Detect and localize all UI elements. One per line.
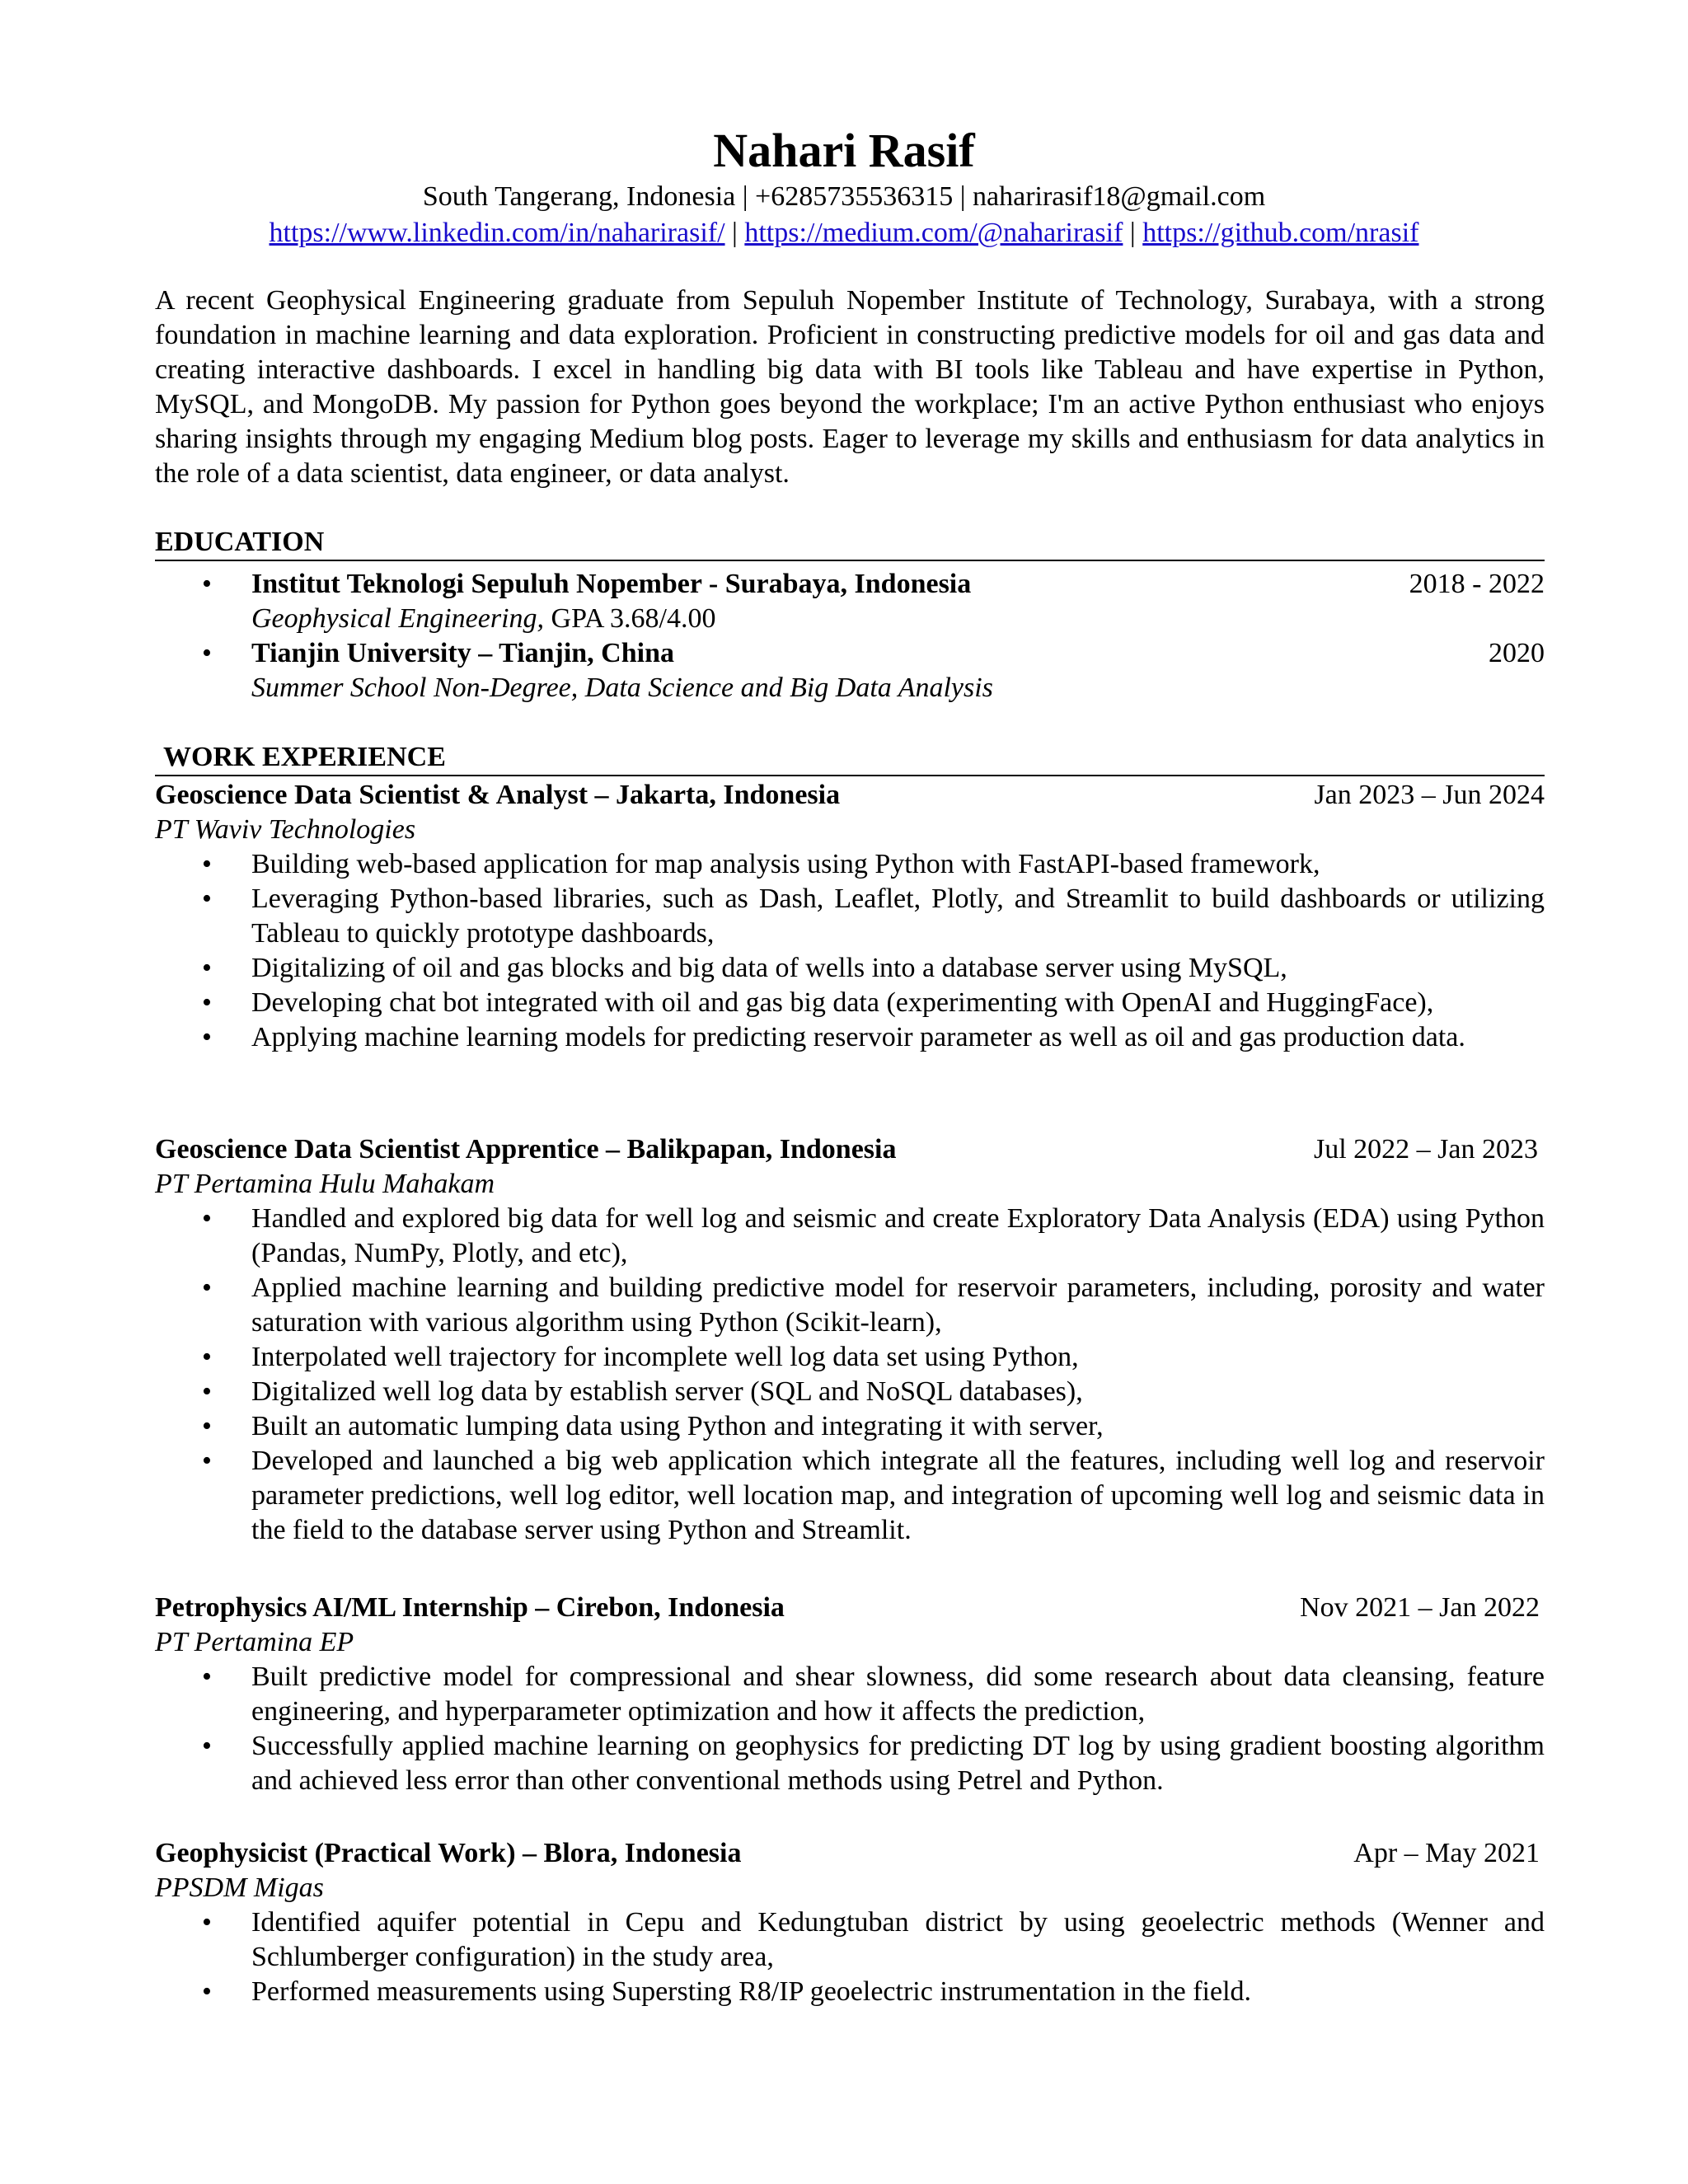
bullet-text: Handled and explored big data for well log and seismic and create Exploratory Data Analysis (EDA) using Python (Pandas, NumPy, Plotly, and etc), <box>251 1203 1545 1268</box>
bullet-icon: • <box>202 1022 212 1052</box>
gpa: GPA 3.68/4.00 <box>544 603 716 634</box>
bullet-text: Built an automatic lumping data using Python and integrating it with server, <box>251 1411 1104 1441</box>
bullet-text: Developed and launched a big web application which integrate all the features, including well log and reservoir parameter predictions, well log editor, well location map, and integration of upcoming well log and seismic data in the field to the database server using Python and Streamlit. <box>251 1446 1545 1545</box>
bullet-icon: • <box>202 1446 212 1476</box>
job-bullets <box>155 847 1545 1055</box>
bullet-text: Applying machine learning models for predicting reservoir parameter as well as oil and gas production data. <box>251 1022 1465 1052</box>
education-item <box>155 636 1545 705</box>
bullet-icon: • <box>202 1272 212 1303</box>
bullet-text: Developing chat bot integrated with oil and gas big data (experimenting with OpenAI and HuggingFace), <box>251 987 1434 1018</box>
bullet-text: Identified aquifer potential in Cepu and Kedungtuban district by using geoelectric methods (Wenner and Schlumberger configuration) in the study area, <box>251 1907 1545 1972</box>
profile-links <box>0 216 1688 251</box>
bullet-icon: • <box>202 1907 212 1938</box>
company-name: PT Pertamina Hulu Mahakam <box>155 1169 495 1199</box>
job-bullets <box>155 1905 1545 2009</box>
bullet-text: Performed measurements using Supersting R8/IP geoelectric instrumentation in the field. <box>251 1976 1252 2007</box>
work-experience-heading: WORK EXPERIENCE <box>155 740 1545 776</box>
list-item <box>155 1975 1545 2009</box>
company-name: PT Pertamina EP <box>155 1627 354 1657</box>
program-name: Summer School Non-Degree, Data Science and Big Data Analysis <box>251 673 993 703</box>
education-date: 2018 - 2022 <box>1409 569 1545 599</box>
bullet-text: Building web-based application for map analysis using Python with FastAPI-based framework, <box>251 849 1320 879</box>
list-item <box>155 1020 1545 1055</box>
job-title: Geophysicist (Practical Work) – Blora, Indonesia <box>155 1838 742 1868</box>
github-link[interactable]: https://github.com/nrasif <box>1142 218 1419 248</box>
bullet-icon: • <box>202 1203 212 1234</box>
bullet-text: Digitalized well log data by establish server (SQL and NoSQL databases), <box>251 1376 1083 1407</box>
professional-summary: A recent Geophysical Engineering graduate from Sepuluh Nopember Institute of Technology, Surabaya, with a strong foundation in machine learning and data exploration. Proficient in constructing predictive models for oil and gas data and creating interactive dashboards. I excel in handling big data with BI tools like Tableau and have expertise in Python, MySQL, and MongoDB. My passion for Python goes beyond the workplace; I'm an active Python enthusiast who enjoys sharing insights through my engaging Medium blog posts. Eager to leverage my skills and enthusiasm for data analytics in the role of a data scientist, data engineer, or data analyst. <box>155 285 1545 489</box>
education-date: 2020 <box>1489 638 1545 668</box>
list-item <box>155 1905 1545 1975</box>
job-entry <box>155 778 1545 1055</box>
job-date: Nov 2021 – Jan 2022 <box>1300 1592 1540 1623</box>
education-item <box>155 567 1545 636</box>
bullet-icon: • <box>202 1342 212 1372</box>
list-item <box>155 882 1545 951</box>
list-item <box>155 1202 1545 1271</box>
bullet-icon: • <box>202 1976 212 2007</box>
list-item <box>155 1271 1545 1340</box>
bullet-icon: • <box>202 1731 212 1761</box>
bullet-icon: • <box>202 987 212 1018</box>
job-entry <box>155 1132 1545 1548</box>
school-title: Tianjin University – Tianjin, China <box>251 638 674 668</box>
job-title: Geoscience Data Scientist Apprentice – Balikpapan, Indonesia <box>155 1134 897 1165</box>
company-name: PT Waviv Technologies <box>155 814 416 845</box>
degree-name: Geophysical Engineering, <box>251 603 545 634</box>
bullet-icon: • <box>202 953 212 983</box>
education-heading: EDUCATION <box>155 525 1545 561</box>
link-separator: | <box>1123 218 1143 248</box>
link-separator: | <box>724 218 745 248</box>
bullet-text: Digitalizing of oil and gas blocks and big data of wells into a database server using MySQL, <box>251 953 1287 983</box>
education-detail <box>251 671 1545 705</box>
education-list <box>155 567 1545 705</box>
bullet-text: Interpolated well trajectory for incomplete well log data set using Python, <box>251 1342 1079 1372</box>
job-title: Petrophysics AI/ML Internship – Cirebon, Indonesia <box>155 1592 785 1623</box>
bullet-icon: • <box>202 1376 212 1407</box>
job-date: Jul 2022 – Jan 2023 <box>1314 1134 1538 1165</box>
bullet-icon: • <box>202 1411 212 1441</box>
bullet-icon: • <box>202 883 212 914</box>
list-item <box>155 1375 1545 1409</box>
bullet-text: Applied machine learning and building predictive model for reservoir parameters, including, porosity and water saturation with various algorithm using Python (Scikit-learn), <box>251 1272 1545 1338</box>
linkedin-link[interactable]: https://www.linkedin.com/in/naharirasif/ <box>269 218 725 248</box>
company-name: PPSDM Migas <box>155 1872 324 1903</box>
school-title: Institut Teknologi Sepuluh Nopember - Surabaya, Indonesia <box>251 569 972 599</box>
bullet-icon: • <box>202 849 212 879</box>
bullet-text: Leveraging Python-based libraries, such as Dash, Leaflet, Plotly, and Streamlit to build dashboards or utilizing Tableau to quickly prototype dashboards, <box>251 883 1545 949</box>
job-date: Apr – May 2021 <box>1353 1838 1540 1868</box>
list-item <box>155 1444 1545 1548</box>
job-entry <box>155 1591 1545 1798</box>
bullet-icon: • <box>202 638 212 668</box>
bullet-icon: • <box>202 569 212 599</box>
bullet-text: Built predictive model for compressional and shear slowness, did some research about data cleansing, feature engineering, and hyperparameter optimization and how it affects the prediction, <box>251 1661 1545 1727</box>
list-item <box>155 1660 1545 1729</box>
contact-line: South Tangerang, Indonesia | +6285735536315 | naharirasif18@gmail.com <box>422 181 1266 212</box>
list-item <box>155 951 1545 986</box>
job-bullets <box>155 1660 1545 1798</box>
list-item <box>155 1409 1545 1444</box>
education-detail <box>251 602 1545 636</box>
job-bullets <box>155 1202 1545 1548</box>
list-item <box>155 847 1545 882</box>
job-title: Geoscience Data Scientist & Analyst – Jakarta, Indonesia <box>155 780 841 810</box>
job-entry <box>155 1836 1545 2009</box>
list-item <box>155 1729 1545 1798</box>
bullet-text: Successfully applied machine learning on geophysics for predicting DT log by using gradient boosting algorithm and achieved less error than other conventional methods using Petrel and Python. <box>251 1731 1545 1796</box>
list-item <box>155 986 1545 1020</box>
job-date: Jan 2023 – Jun 2024 <box>1314 780 1545 810</box>
list-item <box>155 1340 1545 1375</box>
bullet-icon: • <box>202 1661 212 1692</box>
medium-link[interactable]: https://medium.com/@naharirasif <box>744 218 1123 248</box>
candidate-name: Nahari Rasif <box>713 124 975 177</box>
